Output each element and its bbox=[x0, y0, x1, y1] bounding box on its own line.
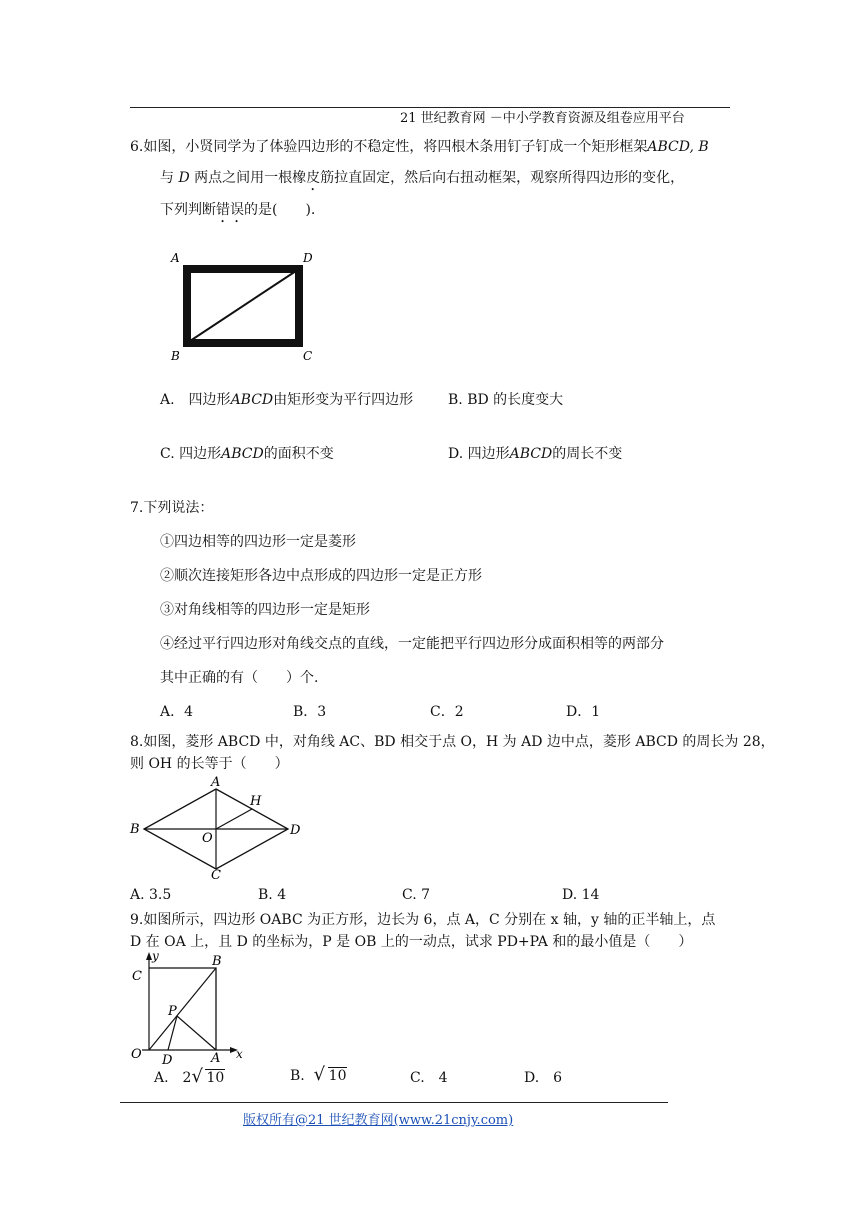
q7-option-d: D．1 bbox=[566, 704, 601, 720]
q9-label-a: A bbox=[211, 1051, 221, 1066]
q7-item-3: ③对角线相等的四边形一定是矩形 bbox=[160, 602, 370, 618]
q6-rectangle-figure bbox=[165, 248, 325, 364]
q6-option-a: A. 四边形ABCD由矩形变为平行四边形 bbox=[160, 392, 414, 408]
q8-label-o: O bbox=[202, 831, 213, 846]
q7-option-b: B．3 bbox=[293, 704, 327, 720]
q6-option-d: D. 四边形ABCD的周长不变 bbox=[448, 446, 623, 462]
header-platform: 21 世纪教育网 －中小学教育资源及组卷应用平台 bbox=[400, 111, 685, 126]
q8-segment-oh bbox=[216, 809, 252, 829]
q6-label-d: D bbox=[303, 251, 313, 265]
q8-option-c: C. 7 bbox=[402, 887, 431, 903]
q9-label-p: P bbox=[168, 1004, 177, 1019]
q9-segment-pa bbox=[177, 1016, 216, 1050]
q9-label-y: y bbox=[152, 950, 159, 963]
q6-line2: 与 D 两点之间用一根橡皮筋拉直固定，然后向右扭动框架，观察所得四边形的变化， bbox=[160, 170, 685, 186]
q9-label-c: C bbox=[132, 969, 142, 984]
q9-option-c: C. 4 bbox=[410, 1070, 448, 1086]
q6-option-c: C. 四边形ABCD的面积不变 bbox=[160, 446, 334, 462]
q6-line1: 6.如图，小贤同学为了体验四边形的不稳定性，将四根木条用钉子钉成一个矩形框架ABCD, B bbox=[130, 139, 709, 155]
q6-option-b: B. BD 的长度变大 bbox=[448, 392, 564, 408]
q6-label-a: A bbox=[171, 251, 180, 265]
q6-line3: 下列判断错误的是( ). bbox=[160, 202, 316, 218]
q8-rhombus-figure bbox=[128, 775, 308, 881]
q8-line1: 8.如图，菱形 ABCD 中，对角线 AC、BD 相交于点 O，H 为 AD 边中点，菱形 ABCD 的周长为 28， bbox=[130, 734, 775, 750]
q7-item-4: ④经过平行四边形对角线交点的直线，一定能把平行四边形分成面积相等的两部分 bbox=[160, 636, 664, 652]
q6-label-c: C bbox=[303, 349, 313, 363]
q9-line1: 9.如图所示，四边形 OABC 为正方形，边长为 6，点 A，C 分别在 x 轴，y 轴的正半轴上，点 bbox=[130, 912, 716, 928]
q8-option-b: B. 4 bbox=[258, 887, 287, 903]
q9-option-d: D. 6 bbox=[524, 1070, 563, 1086]
q9-label-b: B bbox=[212, 954, 222, 969]
q8-label-h: H bbox=[250, 794, 262, 809]
sqrt-symbol: √ 10 bbox=[313, 1064, 347, 1085]
q9-diagonal-ob bbox=[149, 968, 216, 1050]
q8-label-b: B bbox=[130, 822, 140, 837]
q9-square-figure bbox=[128, 950, 258, 1066]
q9-label-d: D bbox=[162, 1053, 173, 1066]
q9-label-x: x bbox=[236, 1047, 243, 1061]
q8-option-d: D. 14 bbox=[562, 887, 600, 903]
q7-option-a: A．4 bbox=[160, 704, 194, 720]
q9-line2: D 在 OA 上，且 D 的坐标为，P 是 OB 上的一动点，试求 PD+PA 和的最小值是（ ） bbox=[130, 934, 693, 950]
q6-diagonal-bd bbox=[187, 269, 299, 343]
q8-label-d: D bbox=[290, 823, 301, 838]
footer-copyright-link[interactable]: 版权所有@21 世纪教育网(www.21cnjy.com) bbox=[243, 1113, 514, 1128]
q8-option-a: A. 3.5 bbox=[130, 887, 172, 903]
q7-item-2: ②顺次连接矩形各边中点形成的四边形一定是正方形 bbox=[160, 568, 482, 584]
q7-question: 其中正确的有（ ）个. bbox=[160, 670, 319, 686]
q8-label-c: C bbox=[211, 868, 221, 881]
q6-label-b: B bbox=[171, 349, 180, 363]
q9-option-b: B. √ 10 bbox=[290, 1064, 347, 1085]
footer-rule bbox=[120, 1102, 668, 1103]
q7-title: 7.下列说法： bbox=[130, 500, 214, 516]
q7-option-c: C．2 bbox=[430, 704, 464, 720]
q8-line2: 则 OH 的长等于（ ） bbox=[130, 756, 289, 772]
q9-option-a: A. 2 √ 10 bbox=[154, 1066, 225, 1087]
q7-item-1: ①四边相等的四边形一定是菱形 bbox=[160, 534, 356, 550]
q9-label-o: O bbox=[131, 1047, 142, 1062]
q8-label-a: A bbox=[211, 775, 221, 790]
sqrt-symbol: √ 10 bbox=[191, 1066, 225, 1087]
